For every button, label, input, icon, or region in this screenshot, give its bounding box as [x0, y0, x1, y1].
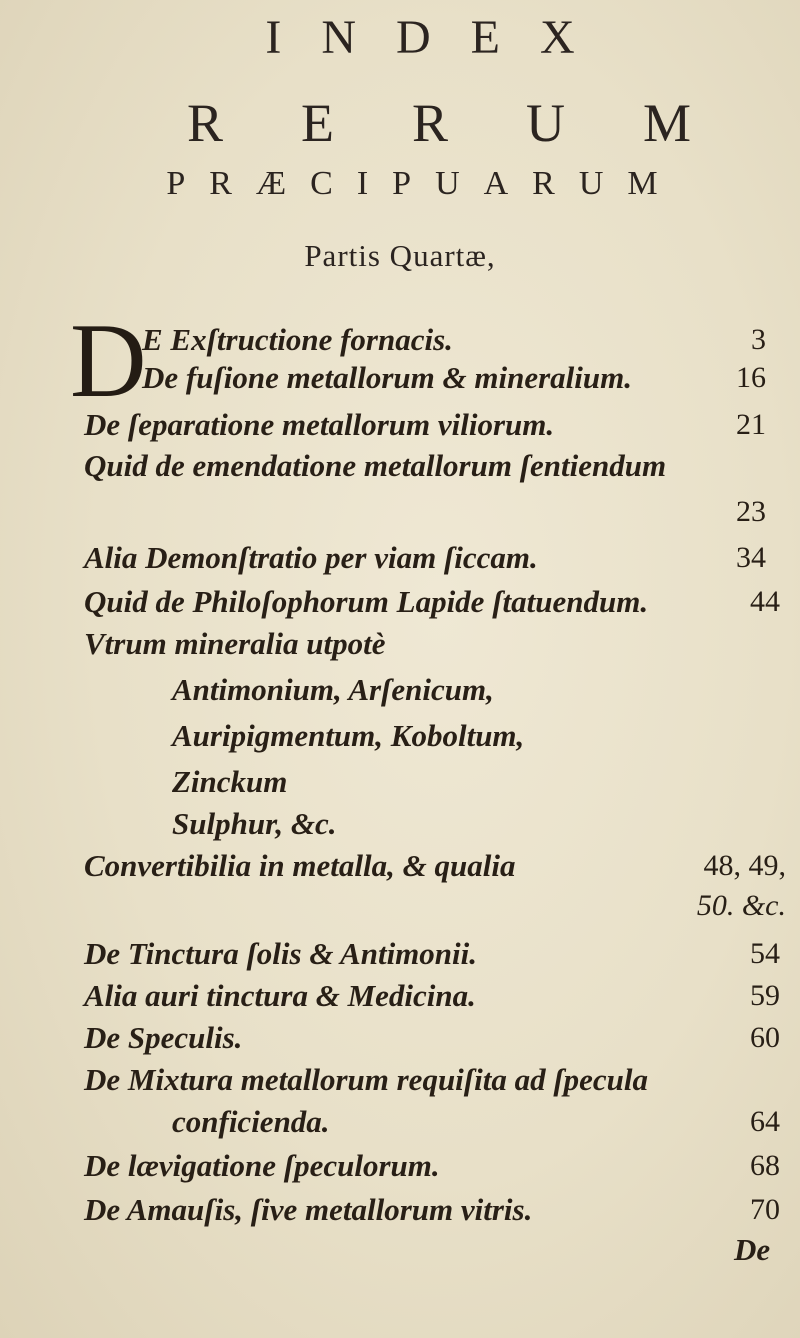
entry-text: De fuſione metallorum & mineralium.: [142, 360, 633, 395]
entry-page: 70: [750, 1193, 780, 1226]
entry-text: De ſeparatione metallorum viliorum.: [84, 407, 555, 442]
entry-text: E Exſtructione fornacis.: [142, 322, 453, 357]
drop-capital: D: [70, 302, 147, 419]
entry-text: De Speculis.: [84, 1020, 243, 1055]
title-praecipuarum: PRÆCIPUARUM: [166, 165, 682, 202]
title-rerum: RERUM: [186, 93, 770, 153]
entry-text: Alia Demonſtratio per viam ſiccam.: [84, 540, 538, 575]
catchword: De: [734, 1232, 771, 1267]
entry-page: 21: [736, 408, 766, 441]
entry-text: Quid de Philoſophorum Lapide ſtatuendum.: [84, 584, 649, 619]
entry-text: Vtrum mineralia utpotè: [84, 626, 386, 661]
entry-page: 34: [736, 541, 766, 574]
entry-page: 44: [750, 585, 780, 618]
entry-page: 64: [750, 1105, 780, 1138]
entry-page: 16: [736, 361, 766, 394]
entry-text: De lævigatione ſpeculorum.: [84, 1148, 440, 1183]
entry-page: 50. &c.: [696, 889, 786, 922]
entry-page: 59: [750, 979, 780, 1012]
entry-text: Auripigmentum, Koboltum,: [172, 718, 525, 753]
entry-text: Antimonium, Arſenicum,: [172, 672, 494, 707]
entry-text: Quid de emendatione metallorum ſentiendum: [84, 448, 667, 483]
entry-text: conficienda.: [172, 1104, 330, 1139]
entry-text: Zinckum: [172, 764, 288, 799]
entry-text: De Amauſis, ſive metallorum vitris.: [84, 1192, 533, 1227]
entry-page: 54: [750, 937, 780, 970]
entry-page: 23: [736, 495, 766, 528]
entry-text: De Tinctura ſolis & Antimonii.: [84, 936, 478, 971]
entry-page: 48, 49,: [703, 849, 786, 882]
subtitle-partis: Partis Quartæ,: [304, 238, 496, 273]
entry-page: 60: [750, 1021, 780, 1054]
entry-page: 3: [751, 323, 766, 356]
entry-text: Alia auri tinctura & Medicina.: [84, 978, 476, 1013]
title-index: INDEX: [265, 11, 615, 64]
entry-text: De Mixtura metallorum requiſita ad ſpecula: [84, 1062, 649, 1097]
entry-text: Sulphur, &c.: [172, 806, 337, 841]
entry-page: 68: [750, 1149, 780, 1182]
entry-text: Convertibilia in metalla, & qualia: [84, 848, 516, 883]
